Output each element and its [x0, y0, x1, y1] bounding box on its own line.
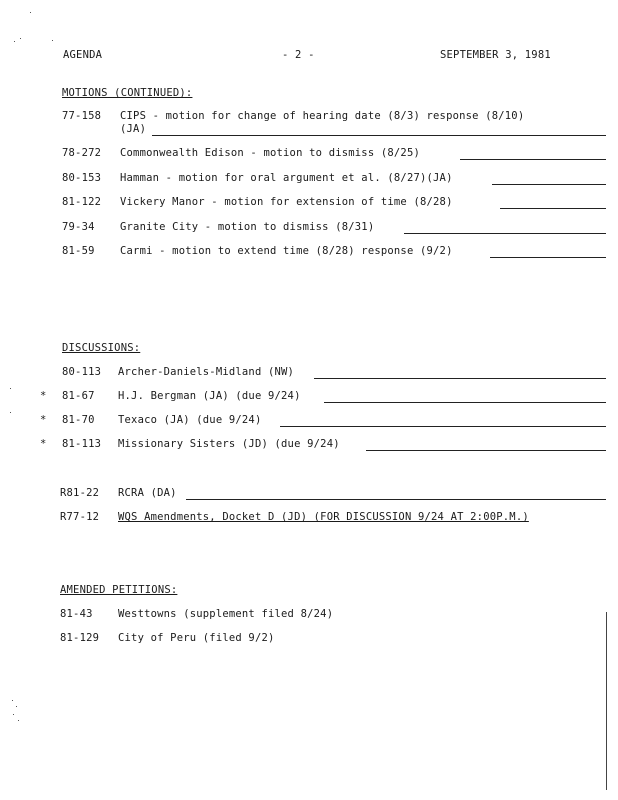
agenda-label: AGENDA — [63, 49, 103, 61]
motion-number: 79-34 — [62, 221, 95, 233]
discussion-text: Texaco (JA) (due 9/24) — [118, 414, 262, 426]
motion-text: Hamman - motion for oral argument et al. (8/27)(JA) — [120, 172, 453, 184]
due-star-marker: * — [40, 438, 47, 450]
regulatory-text: RCRA (DA) — [118, 487, 177, 499]
discussion-number: 81-67 — [62, 390, 95, 402]
petition-number: 81-43 — [60, 608, 93, 620]
scan-speck — [52, 40, 53, 41]
scan-speck — [14, 41, 15, 42]
discussion-number: 80-113 — [62, 366, 102, 378]
motion-text-continued: (JA) — [120, 123, 147, 135]
motion-text: Granite City - motion to dismiss (8/31) — [120, 221, 375, 233]
motion-number: 81-59 — [62, 245, 95, 257]
discussion-number: 81-70 — [62, 414, 95, 426]
agenda-date: SEPTEMBER 3, 1981 — [440, 49, 551, 61]
motion-fill-line — [490, 257, 606, 258]
motion-text: Commonwealth Edison - motion to dismiss (8/25) — [120, 147, 420, 159]
motion-fill-line — [152, 135, 606, 136]
discussion-fill-line — [324, 402, 606, 403]
scan-speck — [20, 38, 21, 39]
page-number: - 2 - — [282, 49, 315, 61]
regulatory-number: R81-22 — [60, 487, 100, 499]
regulatory-text: WQS Amendments, Docket D (JD) (FOR DISCUSSION 9/24 AT 2:00P.M.) — [118, 511, 529, 523]
motion-number: 80-153 — [62, 172, 102, 184]
motion-text: Carmi - motion to extend time (8/28) response (9/2) — [120, 245, 453, 257]
discussion-fill-line — [280, 426, 606, 427]
discussion-fill-line — [314, 378, 606, 379]
amended-petitions-heading: AMENDED PETITIONS: — [60, 584, 178, 596]
scan-speck — [30, 12, 31, 13]
petition-text: Westtowns (supplement filed 8/24) — [118, 608, 334, 620]
motion-fill-line — [460, 159, 606, 160]
due-star-marker: * — [40, 390, 47, 402]
scan-speck — [18, 720, 19, 721]
scan-speck — [12, 700, 13, 701]
motion-fill-line — [492, 184, 606, 185]
regulatory-fill-line — [186, 499, 606, 500]
discussion-text: Missionary Sisters (JD) (due 9/24) — [118, 438, 340, 450]
scan-speck — [10, 388, 11, 389]
scan-edge-line — [606, 612, 607, 790]
scan-speck — [13, 714, 14, 715]
motions-heading: MOTIONS (CONTINUED): — [62, 87, 193, 99]
discussion-text: H.J. Bergman (JA) (due 9/24) — [118, 390, 301, 402]
motion-number: 81-122 — [62, 196, 102, 208]
discussion-fill-line — [366, 450, 606, 451]
discussions-heading: DISCUSSIONS: — [62, 342, 141, 354]
motion-number: 78-272 — [62, 147, 102, 159]
scan-speck — [10, 412, 11, 413]
motion-fill-line — [404, 233, 606, 234]
motion-text: CIPS - motion for change of hearing date (8/3) response (8/10) — [120, 110, 525, 122]
motion-number: 77-158 — [62, 110, 102, 122]
discussion-number: 81-113 — [62, 438, 102, 450]
scan-speck — [16, 706, 17, 707]
due-star-marker: * — [40, 414, 47, 426]
motion-text: Vickery Manor - motion for extension of time (8/28) — [120, 196, 453, 208]
regulatory-number: R77-12 — [60, 511, 100, 523]
petition-text: City of Peru (filed 9/2) — [118, 632, 275, 644]
motion-fill-line — [500, 208, 606, 209]
petition-number: 81-129 — [60, 632, 100, 644]
discussion-text: Archer-Daniels-Midland (NW) — [118, 366, 295, 378]
